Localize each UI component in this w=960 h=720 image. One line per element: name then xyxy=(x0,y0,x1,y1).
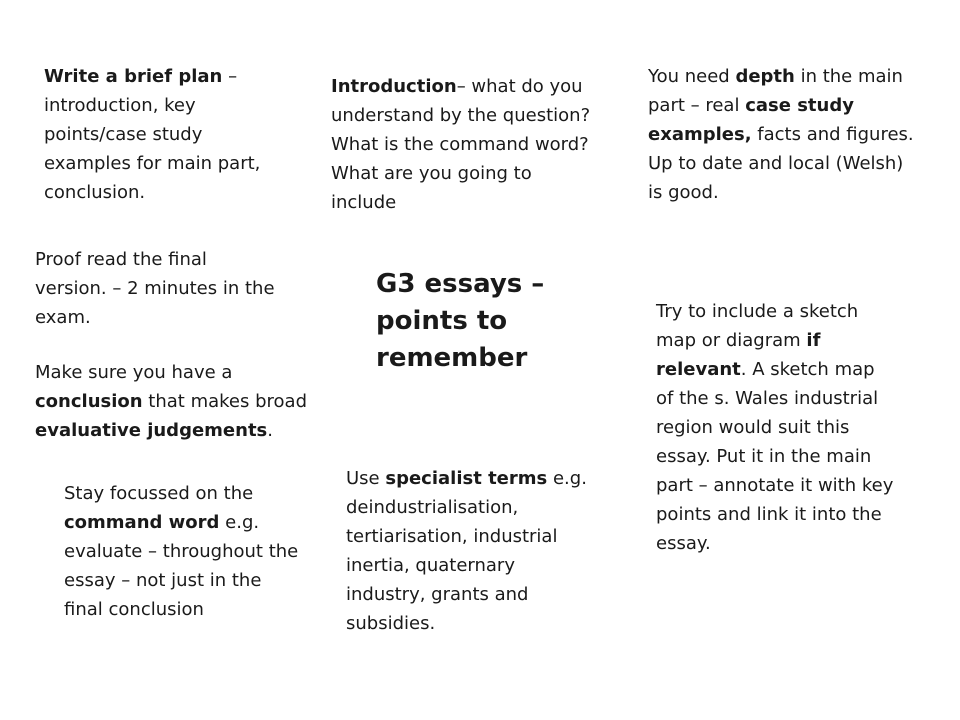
note-command-word-text-1: Stay focussed on the xyxy=(64,483,254,504)
note-command-word-text-2: e.g. evaluate – throughout the essay – not just in the final conclusion xyxy=(64,512,299,620)
note-depth-text-1: You need xyxy=(648,66,736,87)
note-command-word xyxy=(64,479,304,624)
note-command-word-bold: command word xyxy=(64,512,220,533)
note-conclusion-text-3: . xyxy=(267,420,273,441)
note-sketch-map-text-2: . A sketch map of the s. Wales industrial region would suit this essay. Put it in the main part – annotate it with key points and link it into the essay. xyxy=(656,359,894,554)
note-introduction-bold: Introduction xyxy=(331,76,457,97)
note-conclusion-bold-1: conclusion xyxy=(35,391,143,412)
note-depth xyxy=(648,62,916,207)
note-sketch-map-bold: if relevant xyxy=(656,330,821,380)
note-introduction-text: – what do you understand by the question? What is the command word? What are you going to include xyxy=(331,76,591,213)
note-depth-bold-1: depth xyxy=(735,66,795,87)
note-brief-plan xyxy=(44,62,294,207)
note-conclusion-text-2: that makes broad xyxy=(142,391,307,412)
note-sketch-map-text-1: Try to include a sketch map or diagram xyxy=(656,301,859,351)
note-proof-read-text: Proof read the final version. – 2 minutes in the exam. xyxy=(35,249,275,328)
page-title: G3 essays – points to remember xyxy=(376,269,545,373)
note-conclusion xyxy=(35,358,330,445)
note-conclusion-text-1: Make sure you have a xyxy=(35,362,233,383)
note-specialist-terms-text-1: Use xyxy=(346,468,386,489)
note-conclusion-bold-2: evaluative judgements xyxy=(35,420,268,441)
note-specialist-terms-bold: specialist terms xyxy=(385,468,548,489)
note-sketch-map xyxy=(656,297,896,558)
note-specialist-terms-text-2: e.g. deindustrialisation, tertiarisation, industrial inertia, quaternary industry, grants and subsidies. xyxy=(346,468,587,634)
note-specialist-terms xyxy=(346,464,596,638)
note-brief-plan-bold: Write a brief plan xyxy=(44,66,223,87)
note-introduction xyxy=(331,72,601,217)
note-proof-read xyxy=(35,245,275,332)
note-depth-bold-2: case study examples, xyxy=(648,95,854,145)
note-brief-plan-text: – introduction, key points/case study examples for main part, conclusion. xyxy=(44,66,261,203)
note-depth-text-2: in the main part – real xyxy=(648,66,903,116)
note-depth-text-3: facts and figures. Up to date and local (Welsh) is good. xyxy=(648,124,914,203)
